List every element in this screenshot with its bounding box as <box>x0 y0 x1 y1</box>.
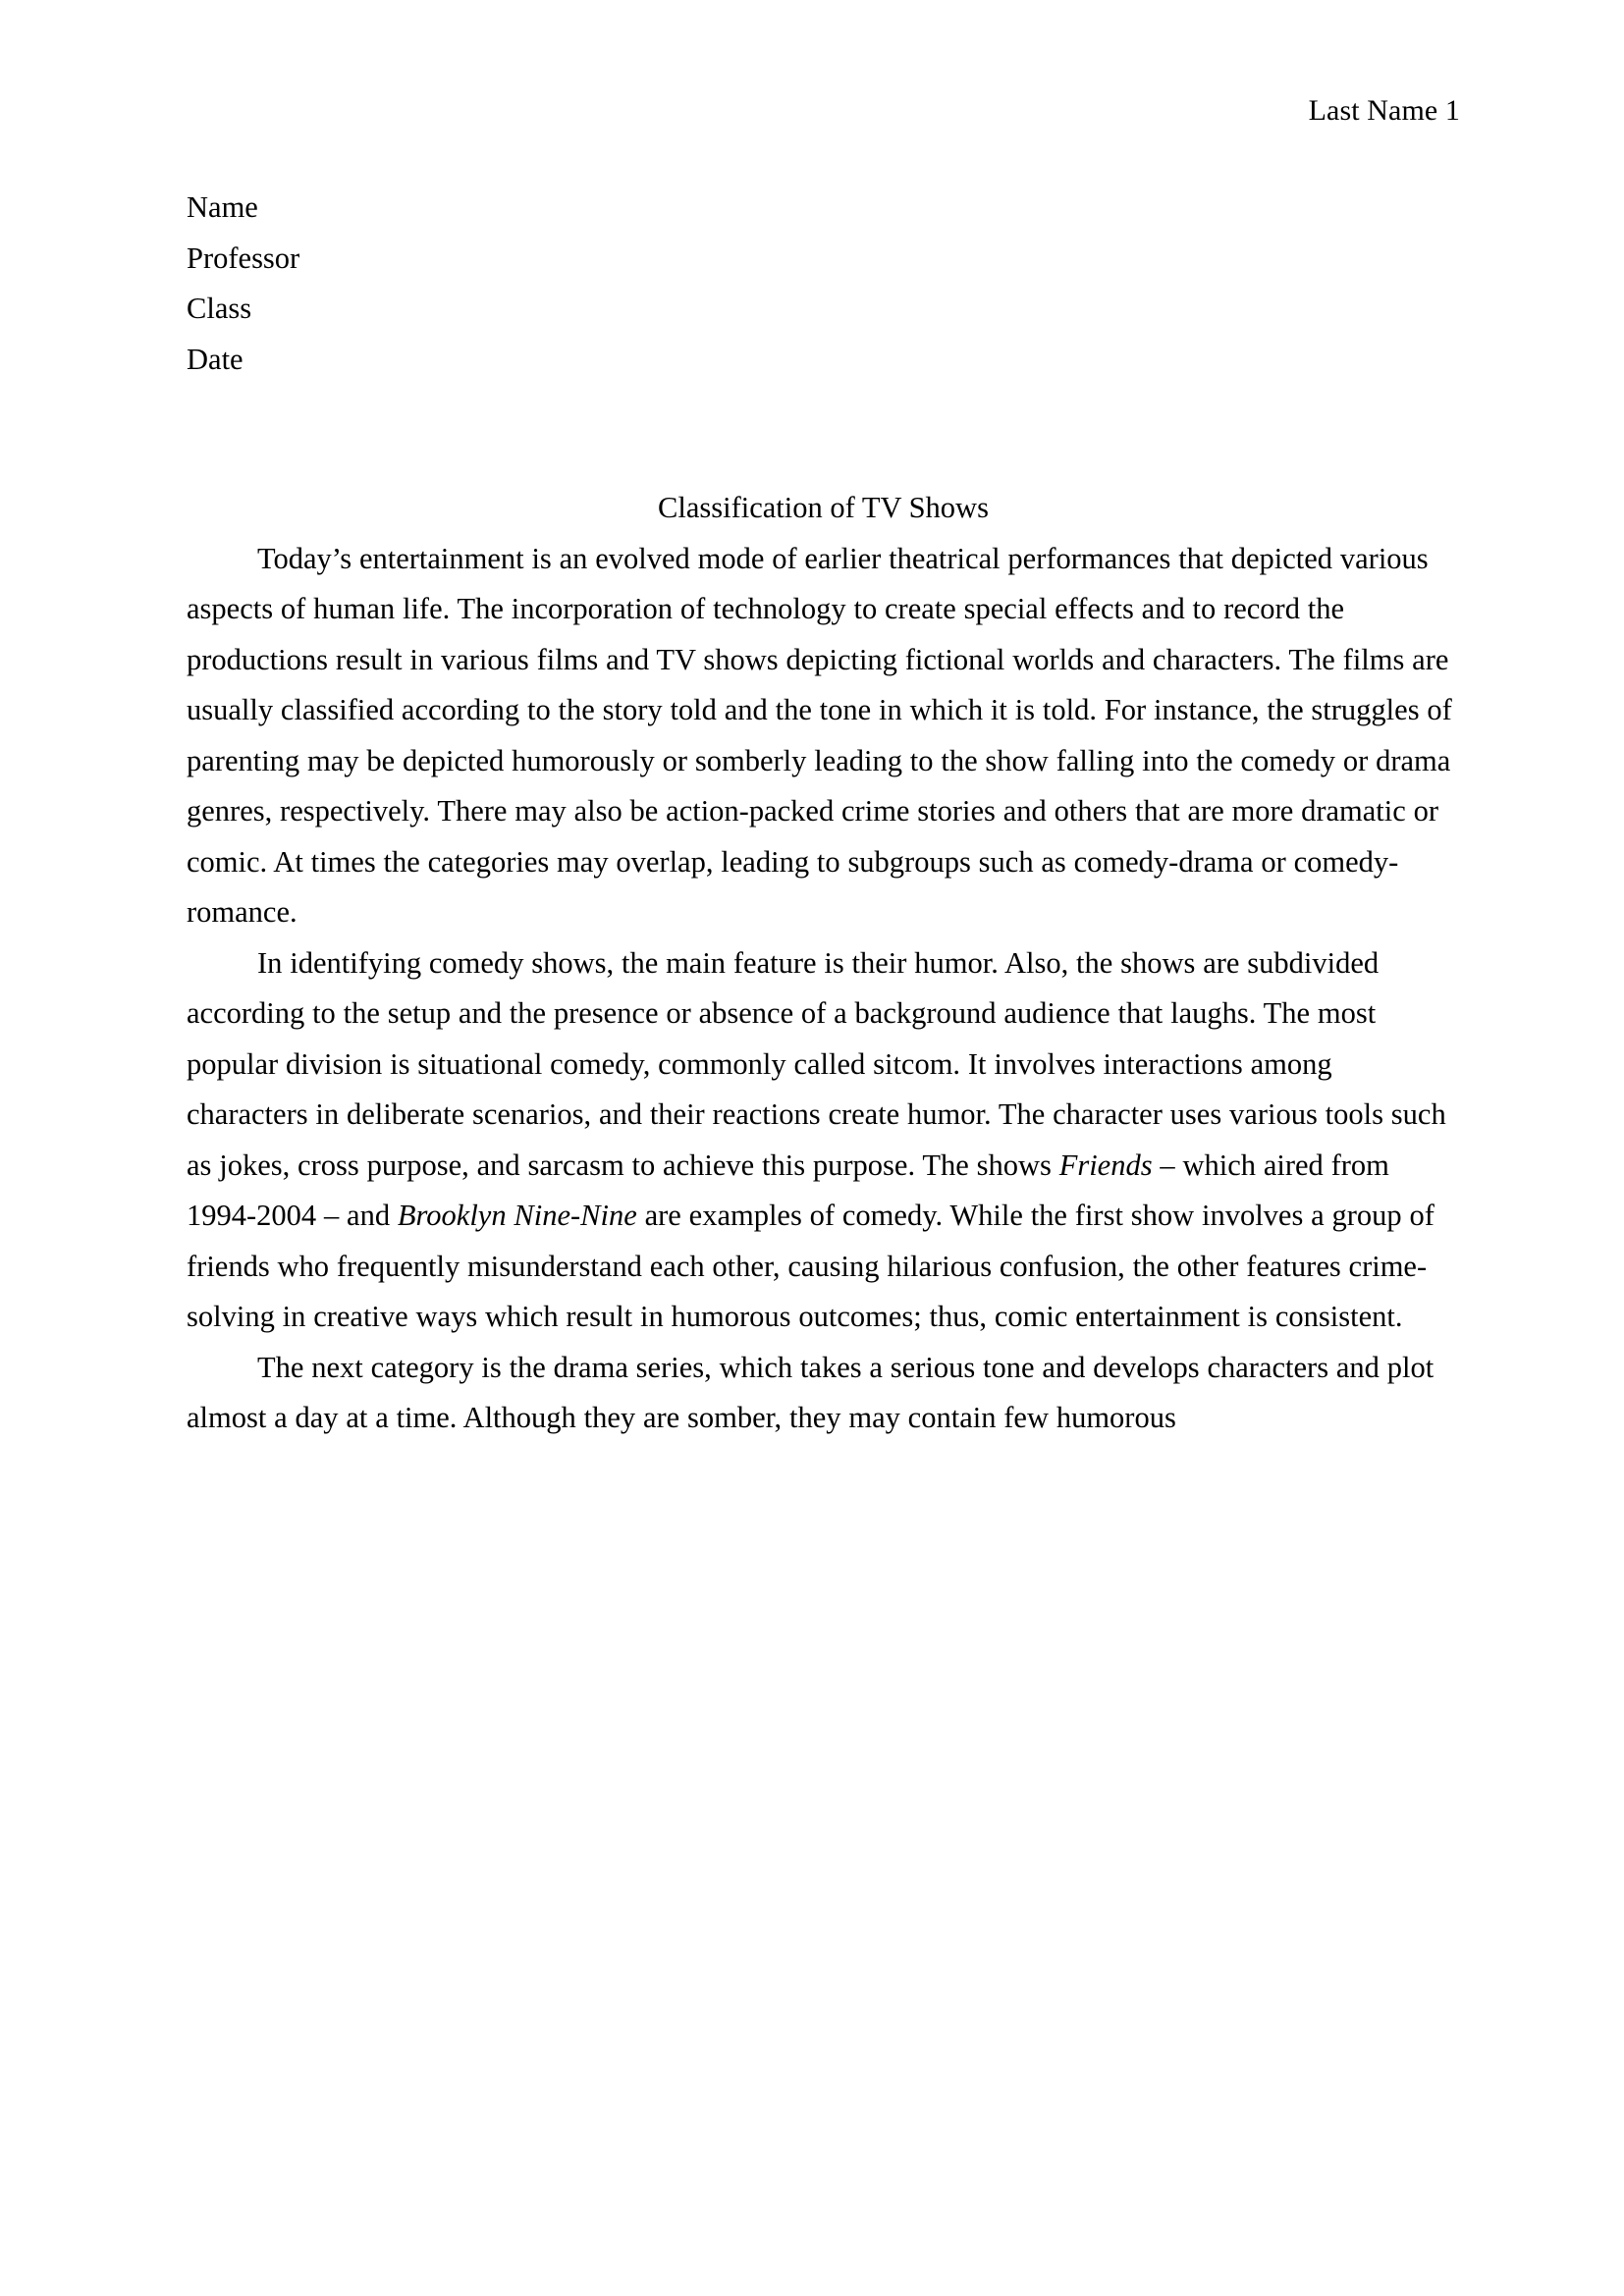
paragraph-3 <box>187 1343 1460 1444</box>
running-header: Last Name 1 <box>1308 94 1460 127</box>
mla-heading-block <box>187 183 1460 385</box>
paragraph-1-text: Today’s entertainment is an evolved mode of earlier theatrical performances that depicted various aspects of human life. The incorporation of technology to create special effects and to record the productions result in various films and TV shows depicting fictional worlds and characters. The films are usually classified according to the story told and the tone in which it is told. For instance, the struggles of parenting may be depicted humorously or somberly leading to the show falling into the comedy or drama genres, respectively. There may also be action-packed crime stories and others that are more dramatic or comic. At times the categories may overlap, leading to subgroups such as comedy-drama or comedy-romance. <box>187 541 1452 929</box>
heading-line-name: Name <box>187 190 258 224</box>
paragraph-2-text-part-2: – which aired from 1994-2004 – and <box>187 1148 1389 1232</box>
paragraph-2-text-part-3: are examples of comedy. While the first show involves a group of friends who frequently misunderstand each other, causing hilarious confusion, the other features crime-solving in creative ways which result in humorous outcomes; thus, comic entertainment is consistent. <box>187 1199 1435 1333</box>
heading-line-professor: Professor <box>187 240 300 275</box>
document-body <box>187 183 1460 1444</box>
heading-line-class: Class <box>187 292 252 325</box>
show-title-brooklyn-nine-nine: Brooklyn Nine-Nine <box>397 1199 637 1232</box>
paragraph-2-text-part-1: In identifying comedy shows, the main feature is their humor. Also, the shows are subdivided according to the setup and the presence or absence of a background audience that laughs. The most popular division is situational comedy, commonly called sitcom. It involves interactions among characters in deliberate scenarios, and their reactions create humor. The character uses various tools such as jokes, cross purpose, and sarcasm to achieve this purpose. The shows <box>187 945 1446 1182</box>
paragraph-2 <box>187 938 1460 1343</box>
page-title: Classification of TV Shows <box>658 491 989 524</box>
heading-line-date: Date <box>187 342 244 376</box>
paragraph-3-text: The next category is the drama series, which takes a serious tone and develops characters and plot almost a day at a time. Although they are somber, they may contain few humorous <box>187 1350 1435 1434</box>
show-title-friends: Friends <box>1058 1148 1153 1182</box>
paragraph-1 <box>187 534 1460 938</box>
